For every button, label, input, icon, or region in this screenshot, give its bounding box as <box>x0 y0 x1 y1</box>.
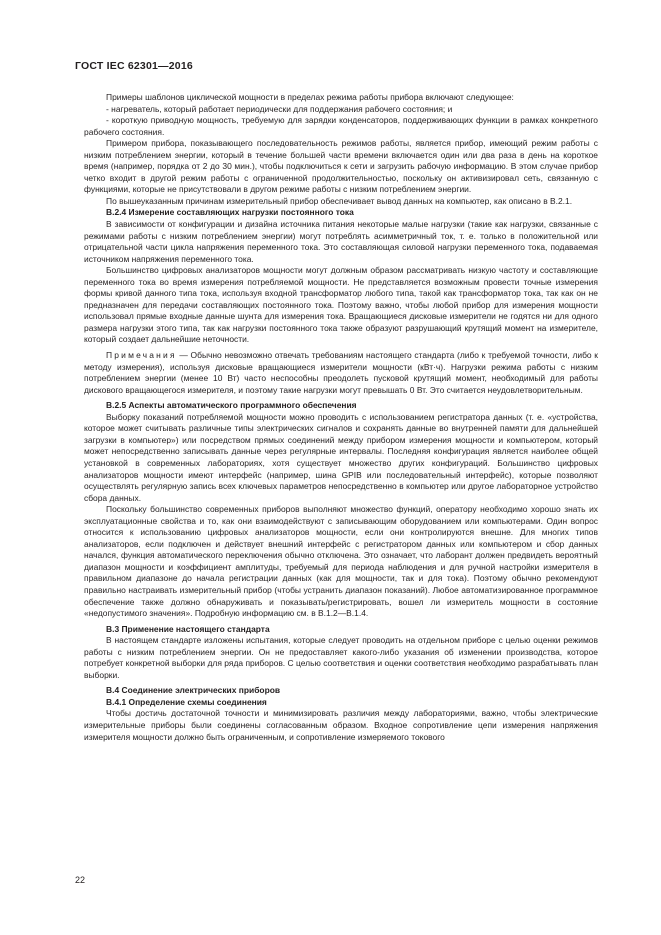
paragraph: В настоящем стандарте изложены испытания, которые следует проводить на отдельном приборе с целью оценки режимов работы с низким потреблением энергии. Он не предоставляет какого-либо указания об изменении производства, которое потребует конкретной выборки для ряда приборов. С целью соответствия и оценки соответствия необходимо разрабатывать план выборки. <box>84 635 598 680</box>
paragraph: Чтобы достичь достаточной точности и минимизировать различия между лабораториями, важно, чтобы электрические измерительные приборы были соединены согласованным образом. Входное сопротивление цепи измерения напряжения измерителя мощности должно быть ограниченным, и сопротивление измеряемого токового <box>84 708 598 742</box>
section-heading-b4: В.4 Соединение электрических приборов <box>106 685 281 696</box>
paragraph: Большинство цифровых анализаторов мощности могут должным образом рассматривать низкую частоту и составляющие переменного тока во время измерения потребляемой мощности. Не представляется возможным провести точные измерения формы кривой данного типа тока, используя входной трансформатор любого типа, такой как трансформатор тока, так как он не предназначен для передачи составляющих постоянного тока. Поэтому важно, чтобы любой прибор для измерения мощности использовал прямые входные данные шунта для измерения тока. Вращающиеся дисковые измерители не годятся ни для одного размера нагрузки этого типа, так как нагрузки постоянного тока также образуют разрушающий крутящий момент на измерителе, который создает дальнейшие неточности. <box>84 265 598 345</box>
paragraph: Примеры шаблонов циклической мощности в пределах режима работы прибора включают следующее: <box>106 92 514 102</box>
paragraph: Выборку показаний потребляемой мощности можно проводить с использованием регистратора данных (т. е. «устройства, которое может считывать различные типы электрических сигналов и сохранять данные во внутренней памяти для дальнейшей загрузки в компьютер») или посредством прямых соединений между прибором измерения мощности и компьютером, который может непосредственно записывать данные через регулярные интервалы. Последняя конфигурация является наиболее общей установкой в современных лабораториях, хотя существует множество других конфигураций. Большинство цифровых анализаторов мощности имеют интерфейс (например, шина GPIB или последовательный интерфейс), которые позволяют осуществлять регулярную запись всех ключевых параметров непосредственно в компьютер или другое лабораторное устройство сбора данных. <box>84 411 598 503</box>
page-number: 22 <box>75 875 86 885</box>
note-label: Примечания <box>106 350 177 361</box>
paragraph: Поскольку большинство современных приборов выполняют множество функций, оператору необходимо хорошо знать их эксплуатационные свойства и то, как они взаимодействуют с записывающим оборудованием или компьютерами. Один вопрос относится к использованию цифровых анализаторов мощности, если они контролируются внешне. Для многих типов анализаторов, если подключен и действует внешний интерфейс с регистратором данных или компьютером и сбор данных начался, функция автоматического переключения обычно отключена. Это означает, что лаборант должен предвидеть вероятный диапазон мощности и коэффициент амплитуды, требуемый для периода наблюдения и для ручной настройки измерителя в правильном диапазоне до начала регистрации данных (как для мощности, так и для тока). Поэтому обычно рекомендуют правильно настраивать измерительный прибор (чтобы устранить диапазон показаний). Любое автоматизированное программное обеспечение также должно обнаруживать и показывать/регистрировать, вошел ли измеритель мощности в состояние «недопустимого значения». Подробную информацию см. в В.1.2—В.1.4. <box>84 504 598 619</box>
paragraph: Примером прибора, показывающего последовательность режимов работы, является прибор, имеющий режим работы с низким потреблением энергии, который в течение большей части времени включается один или два раза в день на короткое время (например, порядка от 2 до 30 мин.), чтобы подключиться к сети и загрузить рабочую информацию. В этом случае прибор четко входит в другой режим работы с ограниченной продолжительностью, поскольку он активизировал сеть, связанную с функциями, которые не присутствовали в другом режиме работы с низким потреблением энергии. <box>84 138 598 195</box>
page-header-title: ГОСТ IEC 62301—2016 <box>75 60 193 72</box>
paragraph: По вышеуказанным причинам измерительный прибор обеспечивает вывод данных на компьютер, как описано в В.2.1. <box>106 195 573 206</box>
document-body <box>84 92 598 743</box>
section-heading-b41: В.4.1 Определение схемы соединения <box>106 696 267 707</box>
section-heading-b25: В.2.5 Аспекты автоматического программного обеспечения <box>106 400 357 411</box>
section-heading-b3: В.3 Применение настоящего стандарта <box>106 623 270 634</box>
list-item: - нагреватель, который работает периодически для поддержания рабочего состояния; и <box>106 103 453 114</box>
note-text: — Обычно невозможно отвечать требованиям настоящего стандарта (либо к требуемой точности, либо к методу измерения), используя дисковые вращающиеся измерители мощности (кВт·ч). Нагрузки режима работы с низким потреблением энергии (менее 10 Вт) часто неспособны преодолеть пусковой крутящий момент, необходимый для работы дискового вращающегося измерителя, и поэтому такие нагрузки могут превышать 0 Вт. Это считается неудовлетворительным. <box>84 350 598 395</box>
note-paragraph <box>84 350 598 396</box>
list-item: - короткую приводную мощность, требуемую для зарядки конденсаторов, поддерживающих функции в рамках конкретного рабочего состояния. <box>84 115 598 137</box>
section-heading-b24: В.2.4 Измерение составляющих нагрузки постоянного тока <box>106 207 354 218</box>
paragraph: В зависимости от конфигурации и дизайна источника питания некоторые малые нагрузки (такие как нагрузки, связанные с режимами работы с низким потреблением энергии) могут потреблять асимметричный ток, т. е. только в положительной или отрицательной части цикла напряжения переменного тока. Это составляющая силовой нагрузки переменного тока, подаваемая источником напряжения переменного тока. <box>84 219 598 264</box>
